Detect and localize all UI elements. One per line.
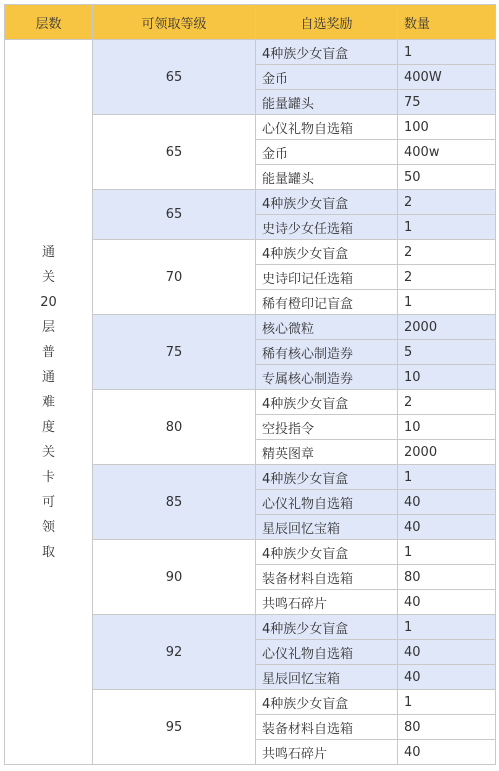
reward-qty-cell: 40 xyxy=(398,740,496,765)
floor-label-char: 可 xyxy=(41,494,55,510)
reward-name-cell: 史诗印记任选箱 xyxy=(256,265,398,290)
reward-name-cell: 4种族少女盲盒 xyxy=(256,190,398,215)
reward-qty-cell: 2 xyxy=(398,265,496,290)
floor-label-char: 层 xyxy=(41,319,55,335)
reward-qty-cell: 2 xyxy=(398,240,496,265)
reward-qty-cell: 40 xyxy=(398,640,496,665)
reward-name-cell: 4种族少女盲盒 xyxy=(256,465,398,490)
floor-label-char: 度 xyxy=(41,419,55,435)
level-cell: 65 xyxy=(93,190,256,240)
reward-qty-cell: 40 xyxy=(398,515,496,540)
reward-qty-cell: 80 xyxy=(398,715,496,740)
reward-name-cell: 共鸣石碎片 xyxy=(256,740,398,765)
reward-name-cell: 金币 xyxy=(256,65,398,90)
reward-qty-cell: 2000 xyxy=(398,440,496,465)
floor-label-char: 通 xyxy=(41,369,55,385)
reward-qty-cell: 2 xyxy=(398,190,496,215)
reward-qty-cell: 5 xyxy=(398,340,496,365)
reward-name-cell: 4种族少女盲盒 xyxy=(256,615,398,640)
level-cell: 95 xyxy=(93,690,256,765)
reward-qty-cell: 1 xyxy=(398,465,496,490)
reward-qty-cell: 80 xyxy=(398,565,496,590)
reward-name-cell: 稀有橙印记盲盒 xyxy=(256,290,398,315)
floor-label-char: 难 xyxy=(41,394,55,410)
floor-label-char: 领 xyxy=(41,519,55,535)
table-header-row xyxy=(5,5,496,40)
reward-qty-cell: 1 xyxy=(398,40,496,65)
reward-name-cell: 能量罐头 xyxy=(256,165,398,190)
reward-qty-cell: 10 xyxy=(398,365,496,390)
reward-qty-cell: 50 xyxy=(398,165,496,190)
reward-name-cell: 稀有核心制造券 xyxy=(256,340,398,365)
reward-name-cell: 装备材料自选箱 xyxy=(256,715,398,740)
floor-label-char: 关 xyxy=(41,269,55,285)
reward-name-cell: 4种族少女盲盒 xyxy=(256,690,398,715)
floor-label-char: 取 xyxy=(41,544,55,560)
header-level: 可领取等级 xyxy=(93,5,256,40)
level-cell: 65 xyxy=(93,40,256,115)
reward-name-cell: 心仪礼物自选箱 xyxy=(256,490,398,515)
reward-qty-cell: 40 xyxy=(398,590,496,615)
level-cell: 65 xyxy=(93,115,256,190)
level-cell: 92 xyxy=(93,615,256,690)
reward-table-container xyxy=(4,4,496,765)
header-qty: 数量 xyxy=(398,5,496,40)
floor-label xyxy=(40,240,57,565)
reward-qty-cell: 10 xyxy=(398,415,496,440)
reward-qty-cell: 1 xyxy=(398,615,496,640)
floor-label-char: 通 xyxy=(41,244,55,260)
reward-name-cell: 专属核心制造券 xyxy=(256,365,398,390)
reward-qty-cell: 1 xyxy=(398,215,496,240)
reward-qty-cell: 75 xyxy=(398,90,496,115)
floor-label-char: 20 xyxy=(40,294,57,310)
level-cell: 70 xyxy=(93,240,256,315)
reward-qty-cell: 2 xyxy=(398,390,496,415)
reward-qty-cell: 400W xyxy=(398,65,496,90)
reward-qty-cell: 40 xyxy=(398,490,496,515)
reward-name-cell: 核心微粒 xyxy=(256,315,398,340)
header-floor: 层数 xyxy=(5,5,93,40)
reward-name-cell: 星辰回忆宝箱 xyxy=(256,665,398,690)
table-body xyxy=(5,40,496,765)
reward-name-cell: 4种族少女盲盒 xyxy=(256,240,398,265)
reward-qty-cell: 400w xyxy=(398,140,496,165)
reward-name-cell: 4种族少女盲盒 xyxy=(256,540,398,565)
reward-qty-cell: 1 xyxy=(398,290,496,315)
reward-name-cell: 星辰回忆宝箱 xyxy=(256,515,398,540)
reward-table xyxy=(4,4,496,765)
reward-name-cell: 金币 xyxy=(256,140,398,165)
level-cell: 75 xyxy=(93,315,256,390)
header-reward: 自选奖励 xyxy=(256,5,398,40)
reward-qty-cell: 40 xyxy=(398,665,496,690)
floor-cell xyxy=(5,40,93,765)
reward-name-cell: 装备材料自选箱 xyxy=(256,565,398,590)
level-cell: 80 xyxy=(93,390,256,465)
reward-name-cell: 精英图章 xyxy=(256,440,398,465)
reward-name-cell: 能量罐头 xyxy=(256,90,398,115)
reward-name-cell: 心仪礼物自选箱 xyxy=(256,115,398,140)
reward-qty-cell: 1 xyxy=(398,540,496,565)
floor-label-char: 普 xyxy=(41,344,55,360)
reward-qty-cell: 100 xyxy=(398,115,496,140)
level-cell: 90 xyxy=(93,540,256,615)
reward-name-cell: 共鸣石碎片 xyxy=(256,590,398,615)
level-cell: 85 xyxy=(93,465,256,540)
floor-label-char: 关 xyxy=(41,444,55,460)
reward-qty-cell: 2000 xyxy=(398,315,496,340)
table-row xyxy=(5,40,496,65)
floor-label-char: 卡 xyxy=(41,469,55,485)
reward-name-cell: 史诗少女任选箱 xyxy=(256,215,398,240)
reward-name-cell: 4种族少女盲盒 xyxy=(256,40,398,65)
reward-name-cell: 空投指令 xyxy=(256,415,398,440)
reward-qty-cell: 1 xyxy=(398,690,496,715)
reward-name-cell: 4种族少女盲盒 xyxy=(256,390,398,415)
reward-name-cell: 心仪礼物自选箱 xyxy=(256,640,398,665)
